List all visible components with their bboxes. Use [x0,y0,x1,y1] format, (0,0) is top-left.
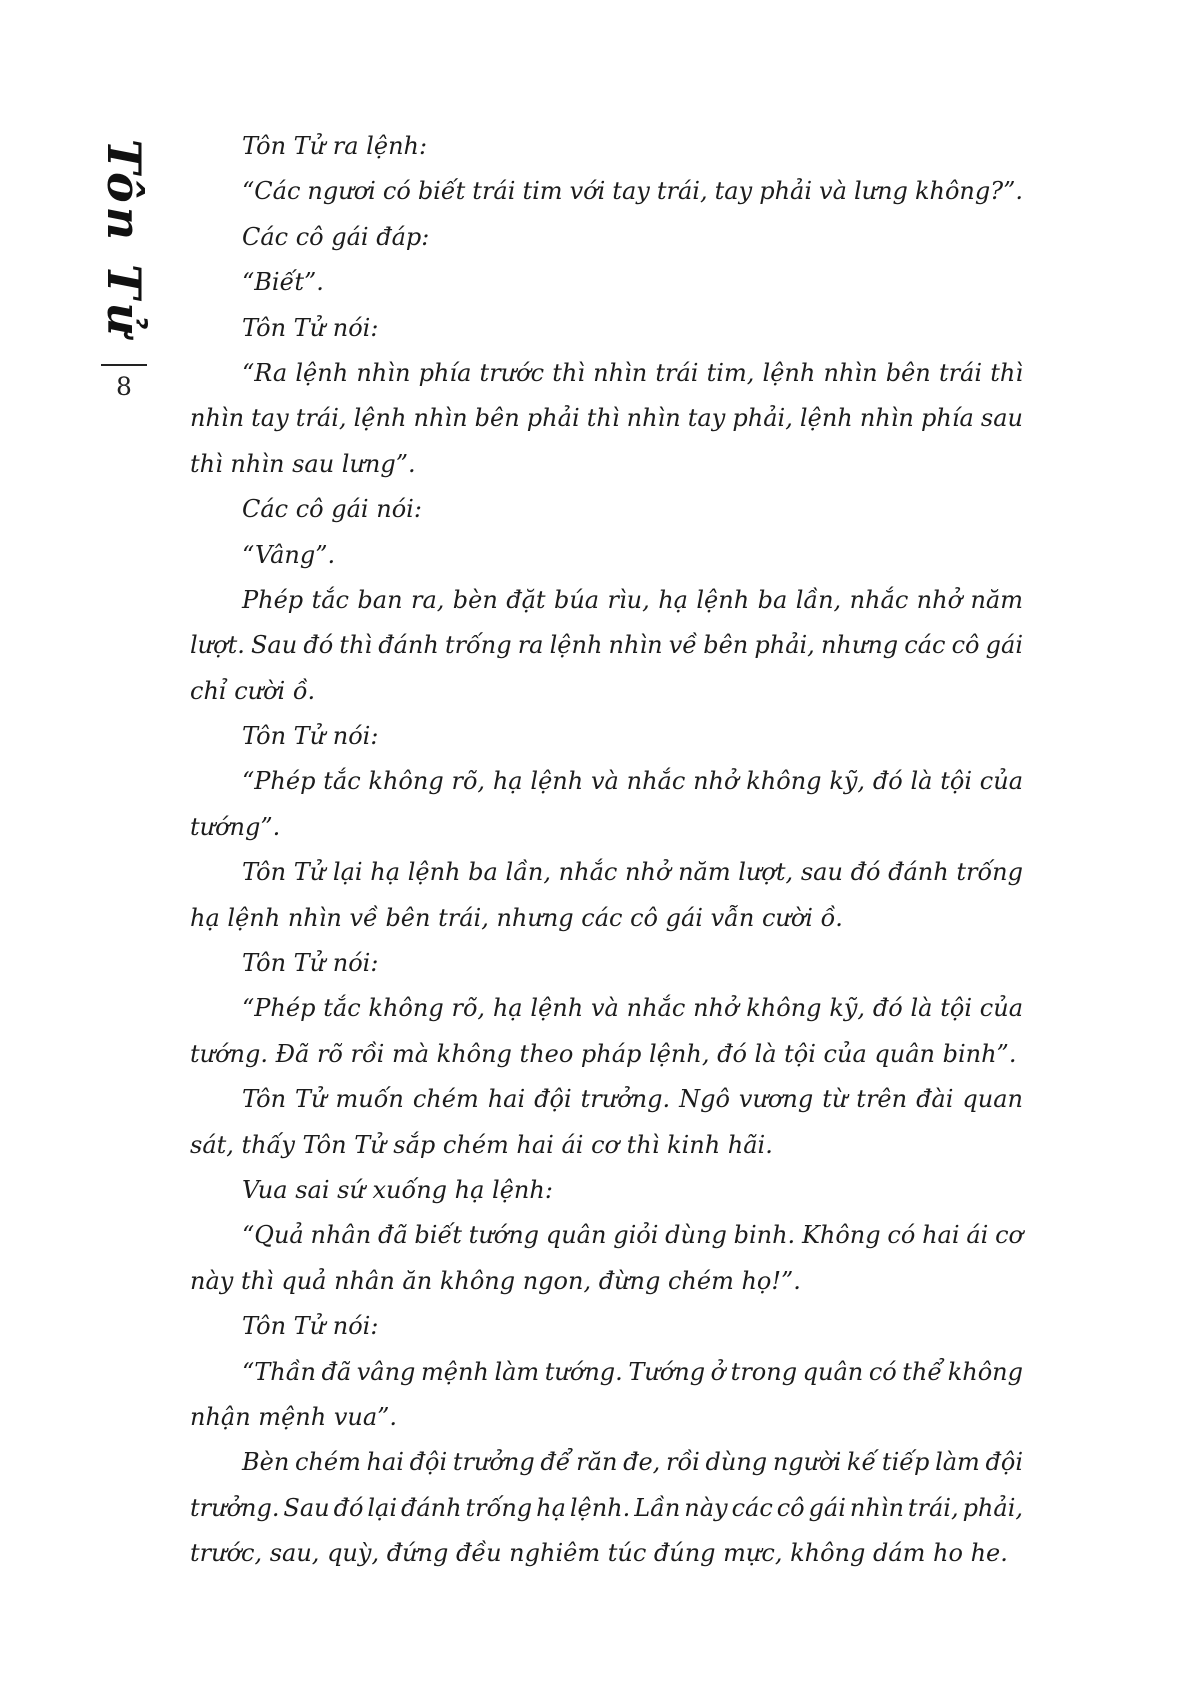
text-line: “Ra lệnh nhìn phía trước thì nhìn trái tim, lệnh nhìn bên trái thì [242,358,1023,387]
text-line: Phép tắc ban ra, bèn đặt búa rìu, hạ lệnh ba lần, nhắc nhở năm [242,585,1023,614]
text-line: Các cô gái nói: [242,495,422,524]
text-line: “Thần đã vâng mệnh làm tướng. Tướng ở trong quân có thể không [242,1357,1023,1386]
text-line: Tôn Tử lại hạ lệnh ba lần, nhắc nhở năm lượt, sau đó đánh trống [242,858,1023,887]
text-line: Tôn Tử nói: [242,1312,379,1341]
text-line: Các cô gái đáp: [242,222,430,251]
text-line: sát, thấy Tôn Tử sắp chém hai ái cơ thì kinh hãi. [190,1130,773,1159]
text-line: “Các ngươi có biết trái tim với tay trái, tay phải và lưng không?”. [242,177,1023,206]
text-line: tướng”. [190,812,281,841]
text-line: Vua sai sứ xuống hạ lệnh: [242,1175,553,1204]
page-number-rule [101,364,147,366]
text-column [190,124,1023,1577]
text-line: Tôn Tử muốn chém hai đội trưởng. Ngô vương từ trên đài quan [242,1085,1023,1114]
text-line: “Phép tắc không rõ, hạ lệnh và nhắc nhở không kỹ, đó là tội của [242,767,1023,796]
vertical-book-title: Tôn Tử [97,138,151,340]
text-line: hạ lệnh nhìn về bên trái, nhưng các cô gái vẫn cười ồ. [190,903,843,932]
text-line: Tôn Tử nói: [242,313,379,342]
text-line: lượt. Sau đó thì đánh trống ra lệnh nhìn về bên phải, nhưng các cô gái [190,631,1023,660]
text-line: Tôn Tử nói: [242,722,379,751]
text-line: nhận mệnh vua”. [190,1402,398,1431]
page-margin-block [88,124,160,401]
page-number: 8 [116,372,132,401]
text-line: “Vâng”. [242,540,336,569]
text-line: Bèn chém hai đội trưởng để răn đe, rồi dùng người kế tiếp làm đội [242,1448,1023,1477]
text-line: chỉ cười ồ. [190,676,316,705]
text-line: “Phép tắc không rõ, hạ lệnh và nhắc nhở không kỹ, đó là tội của [242,994,1023,1023]
text-line: nhìn tay trái, lệnh nhìn bên phải thì nhìn tay phải, lệnh nhìn phía sau [190,404,1023,433]
text-line: trưởng. Sau đó lại đánh trống hạ lệnh. Lần này các cô gái nhìn trái, phải, [190,1493,1024,1522]
text-line: tướng. Đã rõ rồi mà không theo pháp lệnh, đó là tội của quân binh”. [190,1039,1017,1068]
text-line: “Quả nhân đã biết tướng quân giỏi dùng binh. Không có hai ái cơ [242,1221,1023,1250]
text-line: trước, sau, quỳ, đứng đều nghiêm túc đúng mực, không dám ho he. [190,1539,1008,1568]
text-line: này thì quả nhân ăn không ngon, đừng chém họ!”. [190,1266,801,1295]
text-line: thì nhìn sau lưng”. [190,449,416,478]
text-line: Tôn Tử nói: [242,949,379,978]
text-line: “Biết”. [242,268,324,297]
text-line: Tôn Tử ra lệnh: [242,132,428,160]
